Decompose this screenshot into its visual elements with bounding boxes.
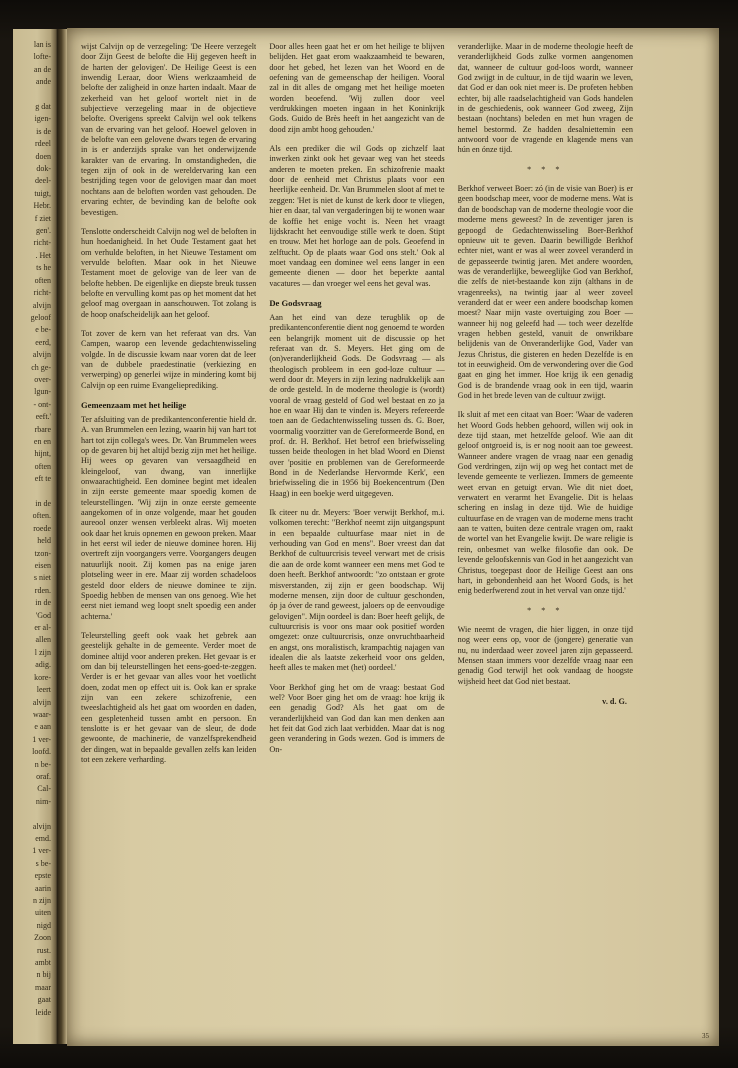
cutoff-text-fragment: rust. — [37, 945, 51, 955]
paragraph: Berkhof verweet Boer: zó (in de visie van Boer) is er geen boodschap meer, voor de moderne mens. Wat is dan de boodschap van de moderne theologie voor die moderne mens geweest? In de zeventiger jaren is gepoogd de Gedachtenwisseling Boer-Berkhof opnieuw uit te geven. Daarin bewilligde Berkhof echter niet, want er was al weer zoveel veranderd in de gepasseerde twintig jaren. Met andere woorden, was de veranderlijke, beweeglijke God van Berkhof, die zelfs de niet-bestaande kon zijn (althans in de vragenreeks), na twintig jaar al weer zoveel veranderd dat er weer een andere boodschap komen moest? Naar mijn vaste overtuiging zou Boer — wanneer hij nog geleefd had — toch weer dezelfde vragen hebben gesteld, vanuit de onwrikbare belijdenis van de Onveranderlijke God, Vader van Jezus Christus, die gisteren en heden Dezelfde is en tot in eeuwigheid. Om de verwondering over die God gaat en ging het immer. Hoe krijg ik een genadig God is de brandende vraag ook in een tijd, waarin God in het brede leven van de cultuur zwijgt. — [457, 184, 633, 400]
cutoff-text-fragment: an de — [33, 64, 51, 74]
cutoff-text-fragment: held — [37, 536, 51, 546]
section-divider: * * * — [527, 605, 564, 615]
cutoff-text-fragment: e aan — [34, 722, 51, 732]
cutoff-text-fragment: alvijn — [32, 697, 51, 707]
cutoff-text-fragment: Cal- — [37, 784, 51, 794]
cutoff-text-fragment: 1 ver- — [32, 734, 51, 744]
paragraph: Als een prediker die wil Gods op zichzelf laat inwerken zinkt ook het gevaar weg van het steeds anderen te moeten preken. En schizofrenie maakt door de eenheid met Christus plaats voor een heerlijke eenheid. Dr. Van Brummelen sloot af met te zeggen: 'Het is niet de kunst de kerk door te vliegen, hier en daar, tal van vergaderingen bij te wonen waar de koffie het enige vocht is. Neen het vraagt lijdskracht het eenvoudige stille werk te doen. Stipt en trouw. Met het horloge aan de pols. Geoefend in zelftucht. Op de plaats waar God ons stelt.' Ook al moet vandaag een dominee wel eens langer in een gemeente dienen — door het beperkte aantal vacatures — dan vroeger wel eens het geval was. — [269, 144, 445, 288]
cutoff-text-fragment: emd. — [35, 833, 51, 843]
cutoff-text-fragment: waar- — [32, 709, 51, 719]
cutoff-text-fragment: f ziet — [34, 213, 51, 223]
paragraph: Tenslotte onderscheidt Calvijn nog wel de beloften in hun hoedanigheid. In het Oude Testament gaat het om verhulde beloften, in het Nieuwe Testament om vervulde beloften. Maar ook in het Nieuwe Testament moet de gelovige van de leer van de belofte hebben. De eigenlijke en diepste breuk tussen belofte en vervulling komt pas op het moment dat het geloof mag overgaan in aanschouwen. Tot zolang is de hoop onafscheidelijk aan het geloof. — [81, 226, 257, 319]
paragraph: Ik sluit af met een citaat van Boer: 'Waar de vaderen het Woord Gods hebben gehoord, willen wij ook in deze tijd staan, met hetzelfde geloof. Wie aan dit geloof ontgroeid is, is er nog nooit aan toe geweest. Wanneer andere vragen de vraag naar een genadig God verdringen, zijn wij op weg het contact met de levende gemeente te verliezen. Immers de gemeente weet ervan en getuigt ervan. Wie dit niet doet, verwatert en verarmt het Evangelie. Dit is helaas schering en inslag in deze tijd. Wie de huidige cultuurfase en de vragen van de moderne mens tracht aan te vatten, buiten deze centrale vragen om, raakt de wortel van het Evangelie kwijt. De ware religie is rein, onbesmet van welke filosofie dan ook. De levende geloofskennis van God in het aangezicht van Christus, toegepast door de Heilige Geest aan ons hart, in gebondenheid aan het Woord Gods, is het enig bederfwerend zout in het verval van onze tijd.' — [457, 410, 633, 596]
cutoff-text-fragment: tzon- — [34, 548, 51, 558]
cutoff-text-fragment: adig. — [35, 660, 51, 670]
cutoff-text-fragment — [15, 486, 51, 498]
section-heading: Gemeenzaam met het heilige — [81, 400, 187, 410]
cutoff-text-fragment: lan is — [33, 40, 51, 49]
cutoff-text-fragment: g dat — [35, 102, 51, 112]
cutoff-text-fragment: geloof — [30, 312, 51, 322]
cutoff-text-fragment: uiten — [35, 908, 51, 918]
cutoff-text-fragment: s be- — [35, 858, 51, 868]
cutoff-text-fragment: ambt — [35, 958, 51, 968]
cutoff-text-fragment: n bij — [36, 970, 51, 980]
paragraph: Ter afsluiting van de predikantenconferentie hield dr. A. van Brummelen een lezing, waarin hij van hart tot hart tot zijn collega's wees. Dr. Van Brummelen wees op de gevaren bij het altijd bezig zijn met het heilige. Hij wees op gevaren van versaagdheid en kleingeloof, van dwang, van innerlijke onwaarachtigheid. Een dominee begint met idealen in zijn eerste gemeente maar spoedig komen de teleurstellingen. 'Wij zijn in onze eerste gemeente aangekomen of in onze volgende, maar het gouden aureool onzer wensen verbleekt alras. Wij moeten ook daar het kruis opnemen en gewoon preken. Maar in het eerst wil ieder de nieuwe dominee horen. Hij overtreft zijn voorgangers verre. Voorgangers deugen natuurlijk nooit. Zij komen pas na enige jaren plotseling weer in ere. Maar zij worden schadeloos gesteld door elders de nieuwe dominee te zijn. Spoedig hebben de mensen van ons genoeg. Wie het eerst niet iemand weg loopt snelt spoedig een ander achterna.' — [81, 415, 257, 621]
cutoff-text-fragment: Hebr. — [33, 201, 51, 211]
cutoff-text-fragment: leide — [35, 1007, 51, 1017]
cutoff-text-fragment: s niet — [33, 573, 51, 583]
cutoff-text-fragment: deel- — [35, 176, 51, 186]
section-heading: De Godsvraag — [269, 297, 322, 308]
cutoff-text-fragment: gen'. — [36, 226, 51, 236]
cutoff-text-fragment: e be- — [35, 325, 51, 335]
cutoff-text-fragment: . Het — [35, 250, 51, 260]
cutoff-text-fragment: rden. — [34, 585, 51, 595]
cutoff-text-fragment: eeft.' — [35, 412, 51, 422]
cutoff-text-fragment: roede — [33, 523, 51, 533]
cutoff-text-fragment: maar — [35, 982, 51, 992]
paragraph: Ik citeer nu dr. Meyers: 'Boer verwijt Berkhof, m.i. volkomen terecht: "Berkhof neemt zijn uitgangspunt in een bepaalde cultuurfase maar niet in de verhouding van God en mens". Boer vreest dan dat Berkhof de cultuurcrisis teveel verwart met de crisis die aan de orde komt wanneer een mens met God te doen heeft. Berkhof antwoordt: "zo ontstaan er grote misverstanden, zij zijn er geen boodschap. Wij moderne mensen, zijn door de cultuur geschonden, óp ja óver de rand geweest, jaloers op de eenvoudige gelovigen". Mijn oordeel is dan: Boer heeft gelijk, de cultuurcrisis is voor ons maar ook positief worden omgezet: onze cultuurcrisis, onze onvruchtbaarheid en angst, ons moralistisch, krampachtig najagen van idealen die als laatste zekerheid voor ons gelden, heeft alles te maken met (het) oordeel.' — [269, 508, 445, 673]
text-column-3 — [458, 42, 633, 1020]
cutoff-text-fragment: dok- — [36, 164, 51, 174]
cutoff-text-fragment: n zijn — [33, 895, 51, 905]
cutoff-text-fragment — [15, 808, 51, 820]
cutoff-text-fragment: often. — [32, 511, 51, 521]
cutoff-text-fragment: alvijn — [32, 300, 51, 310]
cutoff-text-fragment: alvijn — [32, 821, 51, 831]
cutoff-text-fragment: rbare — [34, 424, 51, 434]
cutoff-text-fragment: 1 ver- — [32, 846, 51, 856]
previous-page-edge — [13, 29, 57, 1044]
paragraph: Wie neemt de vragen, die hier liggen, in onze tijd nog weer eens op, voor de (jongere) generatie van nu, nu inderdaad weer zoveel jaren zijn gepasseerd. Mensen staan immers voor dezelfde vraag naar een genadig God terwijl het ook vandaag de hoogste wijsheid heet dat God niet bestaat. — [457, 624, 633, 686]
cutoff-text-fragment: ande — [35, 77, 51, 87]
cutoff-text-fragment: often — [34, 275, 51, 285]
cutoff-text-fragment — [15, 89, 51, 101]
cutoff-text-fragment: lgun- — [34, 387, 51, 397]
cutoff-text-fragment: l zijn — [34, 647, 51, 657]
cutoff-text-fragment: nigd — [36, 920, 51, 930]
cutoff-text-fragment: nim- — [35, 796, 51, 806]
page-number: 35 — [702, 1032, 709, 1040]
cutoff-text-fragment: hijnt, — [34, 449, 51, 459]
cutoff-text-fragment: epste — [34, 871, 51, 881]
cutoff-text-fragment: oraf. — [36, 771, 51, 781]
paragraph: wijst Calvijn op de verzegeling: 'De Heere verzegelt door Zijn Geest de belofte die Hij gegeven heeft in de harten der gelovigen'. De Heilige Geest is een inwendig Leraar, door Wiens werkzaamheid de belofte der zaligheid in onze harten indaalt. Maar de zekerheid van het geloof wortelt niet in de subjectieve verzegeling maar in de objectieve belofte. Overigens spreekt Calvijn wel ook telkens van de ervaring van het geloof. Hoewel geloven in de belofte van een gelovene dwars tegen de ervaring in is er anderzijds sprake van het onderwijzende karakter van de ervaring. In omstandigheden, die tegen zijn of ook in de wereldervaring kan een bestrijding tegen voor de gelovigen maar dan moet nochtans aan de beloften worden vast gehouden. De ervaring echter, de bevinding kan de belofte ook bevestigen. — [81, 42, 257, 217]
author-initials: v. d. G. — [602, 696, 627, 706]
cutoff-text-fragment: eft te — [34, 474, 51, 484]
cutoff-text-fragment: Zoon — [34, 933, 51, 943]
cutoff-text-fragment: in de — [35, 598, 51, 608]
cutoff-text-fragment: rdeel — [35, 139, 51, 149]
cutoff-text-fragment: doen — [35, 151, 51, 161]
cutoff-text-fragment: eisen — [34, 561, 51, 571]
paragraph: Aan het eind van deze terugblik op de predikantenconferentie dient nog genoemd te worden een belangrijk moment uit de discussie op het referaat van dr. S. Meyers. Het ging om de (on)veranderlijkheid Gods. De Godsvraag — als theologisch probleem in een god-loze cultuur — werd door dr. Meyers in zijn lezing nadrukkelijk aan de orde gesteld. In de moderne theologie is (wordt) vooral de vraag gesteld of God wel bestaat en zo ja hoe en waar Hij dan te vinden is. Meyers refereerde toen aan de Gedachtenwisseling tussen ds. G. Boer, voormalig voorzitter van de Gereformeerde Bond, en prof. dr. H. Berkhof. Het betrof een briefwisseling tussen beide theologen in het blad Woord en Dienst over 'positie en problemen van de Gereformeerde Bond in de Nederlandse Hervormde Kerk', een briefwisseling die in 1956 bij Boekencentrum (Den Haag) in een boekje werd uitgegeven. — [269, 312, 445, 498]
cutoff-text-fragment: - ont- — [33, 399, 51, 409]
paragraph: Voor Berkhof ging het om de vraag: bestaat God wel? Voor Boer ging het om de vraag: hoe krijg ik een genadig God? Als het gaat om de veranderlijkheid van God dan kan men denken aan het feit dat God zich laat verbidden. Maar dat is nog geen verandering in Gods wezen. God is immers de On- — [269, 682, 445, 754]
cutoff-text-fragment: igen- — [34, 114, 51, 124]
cutoff-text-fragment: in de — [35, 499, 51, 508]
cutoff-text-fragment: leert — [36, 685, 51, 695]
cutoff-text-fragment: kore- — [34, 672, 51, 682]
cutoff-text-fragment: en en — [33, 436, 51, 446]
text-column-1 — [81, 42, 256, 1020]
cutoff-text-fragment: richt- — [33, 288, 51, 298]
paragraph: Teleurstelling geeft ook vaak het gebrek aan geestelijk gehalte in de gemeente. Verder moet de dominee altijd voor anderen preken. Het gevaar is er om dan bij teleurstellingen het eens-goed-te-zeggen. Verder is er het gevaar van alles voor het voetlicht doen, zodat men op effect uit is. Ook kan er sprake zijn van een zekere schizofrenie, een tweeslachtigheid als het gaat om woorden en daden, een gespletenheid tussen ambt en persoon. En tenslotte is er het gevaar van de sleur, de dode gewoonte, de machinerie, de vanzelfsprekendheid der dingen, wat in bepaalde gevallen zelfs kan leiden tot een zekere verharding. — [81, 630, 257, 764]
paragraph: Tot zover de kern van het referaat van drs. Van Campen, waarop een levende gedachtenwisseling volgde. In de discussie kwam naar voren dat de leer van de dubbele praedestinatie (verkiezing en verwerping) op generlei wijze in mindering komt bij Calvijn op een ruime Evangelieprediking. — [81, 328, 257, 390]
cutoff-text-fragment: 'God — [35, 610, 51, 620]
cutoff-text-fragment: tuigt, — [34, 188, 51, 198]
cutoff-text-fragment: ts he — [36, 263, 51, 273]
article-columns — [81, 42, 633, 1020]
cutoff-text-fragment: aarin — [35, 883, 51, 893]
magazine-page — [67, 28, 719, 1046]
cutoff-text-fragment: loofd. — [32, 747, 51, 757]
paragraph: veranderlijke. Maar in de moderne theologie heeft de veranderlijkheid Gods zulke vormen aangenomen dat, wanneer de cultuur god-loos wordt, wanneer God zwijgt in de cultuur, in de tijd waarin we leven, dat God er dan ook niet meer is. De profeten hebben echter, bij alle raadselachtigheid van Gods handelen in de geschiedenis, ook wanneer God zweeg, Zijn bestaan (nochtans) beleden en met hun vragen de hemel bestormd. Ze hadden desalniettemin een antwoord voor de vragende en klagende mens van hún en ónze tijd. — [457, 42, 633, 155]
cutoff-text-fragment: is de — [36, 126, 51, 136]
paragraph: Door alles heen gaat het er om het heilige te blijven belijden. Het gaat erom waakzaamheid te bewaren, door het gebed, het lezen van het Woord en de oefening van de gemeenschap der heiligen. Vooral zal in dit alles de omgang met het heilige moeten worden beoefend. 'Wij zullen door veel verdrukkingen moeten ingaan in het Koninkrijk Gods. Guido de Brès heeft in het aangezicht van de dood zijn ambt hoog gehouden.' — [269, 42, 445, 134]
cutoff-text-fragment: often — [34, 461, 51, 471]
cutoff-text-fragment: gaat — [37, 995, 51, 1005]
cutoff-text-fragment: lofte- — [33, 52, 51, 62]
cutoff-text-fragment: allen — [35, 635, 51, 645]
cutoff-text-fragment: ch ge- — [31, 362, 51, 372]
cutoff-text-fragment: alvijn — [32, 350, 51, 360]
cutoff-text-fragment: n be- — [34, 759, 51, 769]
text-column-2 — [269, 42, 444, 1020]
cutoff-text-fragment: eerd, — [35, 337, 51, 347]
section-divider: * * * — [527, 164, 564, 174]
page-gutter — [57, 29, 67, 1044]
cutoff-text-fragment: richt- — [33, 238, 51, 248]
cutoff-text-fragment: over- — [34, 374, 51, 384]
cutoff-text-fragment: er al- — [34, 623, 51, 633]
